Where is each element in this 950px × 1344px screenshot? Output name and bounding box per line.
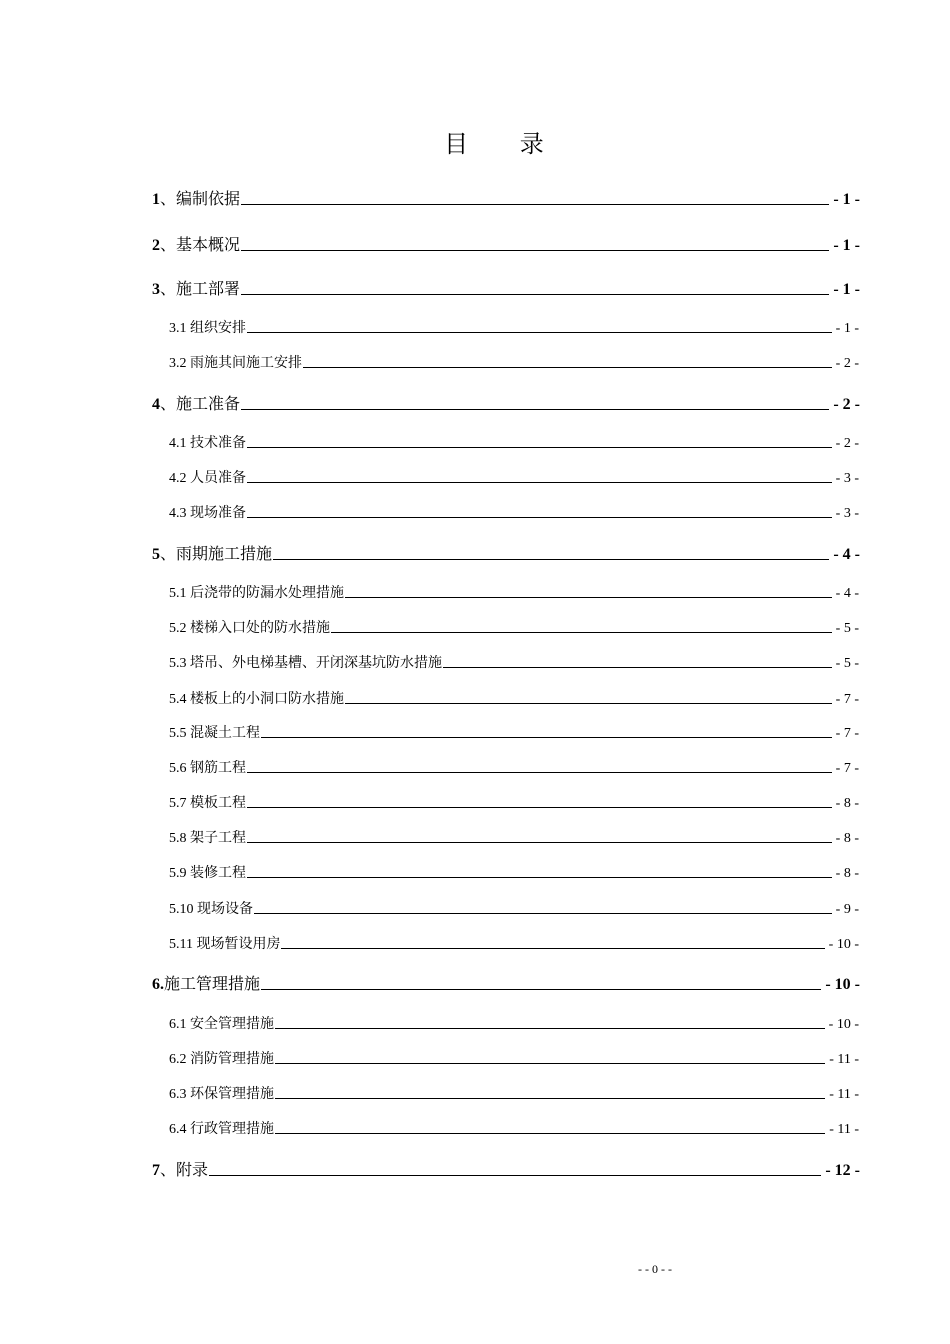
toc-entry-label — [169, 1048, 275, 1068]
toc-entry[interactable] — [152, 187, 860, 209]
toc-entry-page: - 5 - — [835, 621, 859, 636]
toc-entry-label — [169, 757, 247, 777]
toc-entry-number: 2 — [152, 237, 160, 254]
toc-entry[interactable] — [169, 931, 859, 953]
toc-entry-text: 、施工部署 — [160, 281, 241, 298]
toc-entry-page: - 4 - — [833, 546, 860, 563]
toc-entry-label — [169, 1118, 275, 1138]
toc-entry-text: 6.4 行政管理措施 — [169, 1122, 274, 1137]
toc-leader-line — [247, 517, 832, 518]
page-title: 目 录 — [444, 130, 566, 158]
toc-entry-text: 6.3 环保管理措施 — [169, 1087, 274, 1102]
toc-entry[interactable] — [169, 1046, 859, 1068]
toc-entry-text: 、施工准备 — [160, 396, 241, 413]
page-number-footer: - - 0 - - — [638, 1262, 672, 1276]
toc-entry-page: - 11 - — [829, 1052, 859, 1067]
toc-entry-label — [169, 502, 247, 522]
toc-leader-line — [241, 204, 829, 205]
toc-entry-label — [169, 352, 303, 372]
toc-leader-line — [247, 447, 832, 448]
toc-entry-label — [152, 232, 241, 255]
toc-leader-line — [241, 409, 829, 410]
toc-entry-label — [169, 792, 247, 812]
toc-entry-page: - 11 - — [829, 1087, 859, 1102]
toc-entry-page: - 8 - — [835, 796, 859, 811]
toc-entry-number: 6. — [152, 976, 164, 993]
toc-entry-label — [169, 652, 443, 672]
toc-leader-line — [241, 294, 829, 295]
toc-entry-page: - 1 - — [833, 281, 860, 298]
toc-leader-line — [331, 632, 832, 633]
toc-leader-line — [261, 989, 821, 990]
toc-leader-line — [275, 1028, 825, 1029]
toc-entry[interactable] — [169, 1081, 859, 1103]
toc-entry-text: 5.7 模板工程 — [169, 796, 246, 811]
toc-entry[interactable] — [152, 542, 860, 564]
toc-entry-text: 6.1 安全管理措施 — [169, 1017, 274, 1032]
toc-leader-line — [247, 807, 832, 808]
toc-entry-number: 4 — [152, 396, 160, 413]
toc-entry[interactable] — [152, 277, 860, 299]
toc-entry[interactable] — [169, 1116, 859, 1138]
toc-entry[interactable] — [169, 825, 859, 847]
toc-entry-text: 5.6 钢筋工程 — [169, 761, 246, 776]
toc-entry-label — [169, 1083, 275, 1103]
toc-leader-line — [345, 597, 832, 598]
toc-entry-text: 、雨期施工措施 — [160, 546, 273, 563]
toc-entry-page: - 10 - — [828, 937, 859, 952]
toc-entry[interactable] — [152, 233, 860, 255]
toc-entry-page: - 10 - — [828, 1017, 859, 1032]
toc-entry-page: - 2 - — [833, 396, 860, 413]
toc-entry-page: - 5 - — [835, 656, 859, 671]
toc-entry-label — [169, 617, 331, 637]
toc-entry[interactable] — [169, 500, 859, 522]
toc-leader-line — [247, 332, 832, 333]
toc-entry-text: 、附录 — [160, 1162, 209, 1179]
toc-entry-text: 3.1 组织安排 — [169, 321, 246, 336]
toc-entry-number: 5 — [152, 546, 160, 563]
toc-entry-label — [169, 317, 247, 337]
toc-entry-label — [169, 582, 345, 602]
toc-leader-line — [303, 367, 832, 368]
toc-leader-line — [247, 482, 832, 483]
toc-entry-page: - 12 - — [825, 1162, 860, 1179]
toc-entry-page: - 8 - — [835, 866, 859, 881]
toc-entry-page: - 1 - — [835, 321, 859, 336]
toc-entry-text: 5.11 现场暂设用房 — [169, 937, 281, 952]
toc-entry-label — [169, 467, 247, 487]
toc-entry-text: 施工管理措施 — [164, 976, 261, 993]
toc-entry-text: 3.2 雨施其间施工安排 — [169, 356, 302, 371]
toc-entry-page: - 11 - — [829, 1122, 859, 1137]
toc-leader-line — [275, 1063, 825, 1064]
toc-entry-text: 、编制依据 — [160, 191, 241, 208]
toc-entry-text: 5.10 现场设备 — [169, 902, 253, 917]
toc-entry-number: 1 — [152, 191, 160, 208]
toc-entry-text: 5.3 塔吊、外电梯基槽、开闭深基坑防水措施 — [169, 656, 442, 671]
toc-entry-text: 5.5 混凝土工程 — [169, 726, 260, 741]
toc-entry-text: 4.1 技术准备 — [169, 436, 246, 451]
toc-entry[interactable] — [169, 580, 859, 602]
toc-entry-page: - 3 - — [835, 471, 859, 486]
toc-entry[interactable] — [169, 790, 859, 812]
toc-entry-label — [152, 541, 273, 564]
toc-entry-label — [152, 276, 241, 299]
toc-entry-text: 5.9 装修工程 — [169, 866, 246, 881]
toc-entry-text: 、基本概况 — [160, 237, 241, 254]
toc-entry-label — [169, 933, 281, 953]
toc-entry-page: - 8 - — [835, 831, 859, 846]
toc-entry-label — [169, 862, 247, 882]
toc-entry[interactable] — [169, 350, 859, 372]
toc-entry[interactable] — [169, 1011, 859, 1033]
toc-entry[interactable] — [152, 1158, 860, 1180]
toc-entry-label — [169, 827, 247, 847]
toc-entry[interactable] — [169, 896, 859, 918]
toc-entry-label — [169, 1013, 275, 1033]
toc-leader-line — [209, 1175, 821, 1176]
toc-entry[interactable] — [169, 430, 859, 452]
toc-entry-page: - 1 - — [833, 191, 860, 208]
toc-entry-label — [169, 722, 261, 742]
toc-entry-page: - 10 - — [825, 976, 860, 993]
toc-entry[interactable] — [169, 465, 859, 487]
toc-leader-line — [247, 842, 832, 843]
toc-entry[interactable] — [152, 392, 860, 414]
toc-entry-page: - 7 - — [835, 692, 859, 707]
toc-entry-text: 5.8 架子工程 — [169, 831, 246, 846]
toc-entry-label — [152, 391, 241, 414]
toc-entry-page: - 1 - — [833, 237, 860, 254]
toc-entry-label — [152, 186, 241, 209]
toc-entry[interactable] — [169, 686, 859, 708]
toc-entry-label — [169, 898, 254, 918]
toc-entry-label — [152, 1157, 209, 1180]
toc-entry-text: 4.3 现场准备 — [169, 506, 246, 521]
toc-leader-line — [241, 250, 829, 251]
toc-entry-text: 4.2 人员准备 — [169, 471, 246, 486]
toc-entry-text: 5.1 后浇带的防漏水处理措施 — [169, 586, 344, 601]
toc-entry-page: - 3 - — [835, 506, 859, 521]
toc-entry-text: 5.4 楼板上的小洞口防水措施 — [169, 692, 344, 707]
toc-entry-text: 5.2 楼梯入口处的防水措施 — [169, 621, 330, 636]
toc-entry-text: 6.2 消防管理措施 — [169, 1052, 274, 1067]
toc-leader-line — [443, 667, 832, 668]
toc-entry-number: 3 — [152, 281, 160, 298]
toc-leader-line — [275, 1098, 825, 1099]
toc-entry-number: 7 — [152, 1162, 160, 1179]
toc-entry-label — [169, 688, 345, 708]
toc-entry-page: - 2 - — [835, 436, 859, 451]
toc-leader-line — [247, 877, 832, 878]
toc-leader-line — [273, 559, 829, 560]
toc-entry[interactable] — [169, 650, 859, 672]
toc-leader-line — [345, 703, 832, 704]
toc-entry-page: - 2 - — [835, 356, 859, 371]
toc-leader-line — [261, 737, 832, 738]
toc-leader-line — [275, 1133, 825, 1134]
toc-entry[interactable] — [169, 755, 859, 777]
toc-entry-page: - 7 - — [835, 726, 859, 741]
toc-entry[interactable] — [152, 972, 860, 994]
toc-entry[interactable] — [169, 720, 859, 742]
toc-entry[interactable] — [169, 615, 859, 637]
toc-entry-page: - 7 - — [835, 761, 859, 776]
toc-entry[interactable] — [169, 860, 859, 882]
toc-leader-line — [254, 913, 832, 914]
toc-entry[interactable] — [169, 315, 859, 337]
toc-entry-label — [152, 971, 261, 994]
toc-leader-line — [247, 772, 832, 773]
toc-entry-page: - 4 - — [835, 586, 859, 601]
toc-entry-label — [169, 432, 247, 452]
toc-leader-line — [281, 948, 824, 949]
toc-entry-page: - 9 - — [835, 902, 859, 917]
